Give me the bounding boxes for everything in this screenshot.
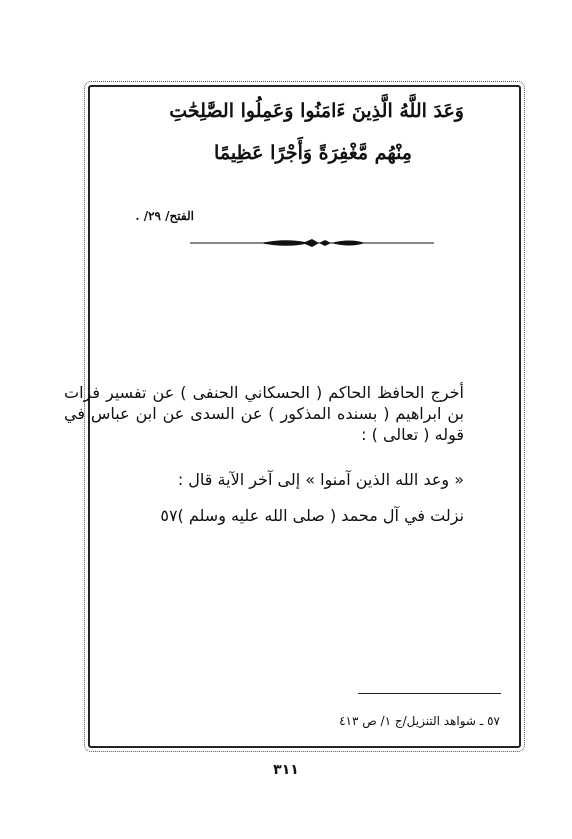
footnote-separator bbox=[358, 693, 501, 694]
quote-line-2: نزلت في آل محمد ( صلى الله عليه وسلم )٥٧ bbox=[160, 506, 464, 525]
narration-paragraph: أخرج الحافظ الحاكم ( الحسكاني الحنفى ) عن تفسير فرات بن ابراهيم ( بسنده المذكور ) عن السدى عن ابن عباس في قوله ( تعالى ) : bbox=[64, 383, 464, 444]
footnote: ٥٧ ـ شواهد التنزيل/ج ١/ ص ٤١٣ bbox=[339, 714, 500, 728]
page-number: ٣١١ bbox=[273, 762, 299, 778]
verse-reference: الفتح/ ٢٩/ . bbox=[135, 209, 194, 223]
ornamental-divider bbox=[190, 235, 434, 251]
quran-verse-line-1: وَعَدَ اللَّهُ الَّذِينَ ءَامَنُوا وَعَمِلُوا الصَّٰلِحَٰتِ bbox=[169, 100, 464, 122]
quran-verse-line-2: مِنْهُم مَّغْفِرَةً وَأَجْرًا عَظِيمًا bbox=[214, 142, 412, 164]
quote-line-1: « وعد الله الذين آمنوا » إلى آخر الآية قال : bbox=[177, 470, 464, 489]
